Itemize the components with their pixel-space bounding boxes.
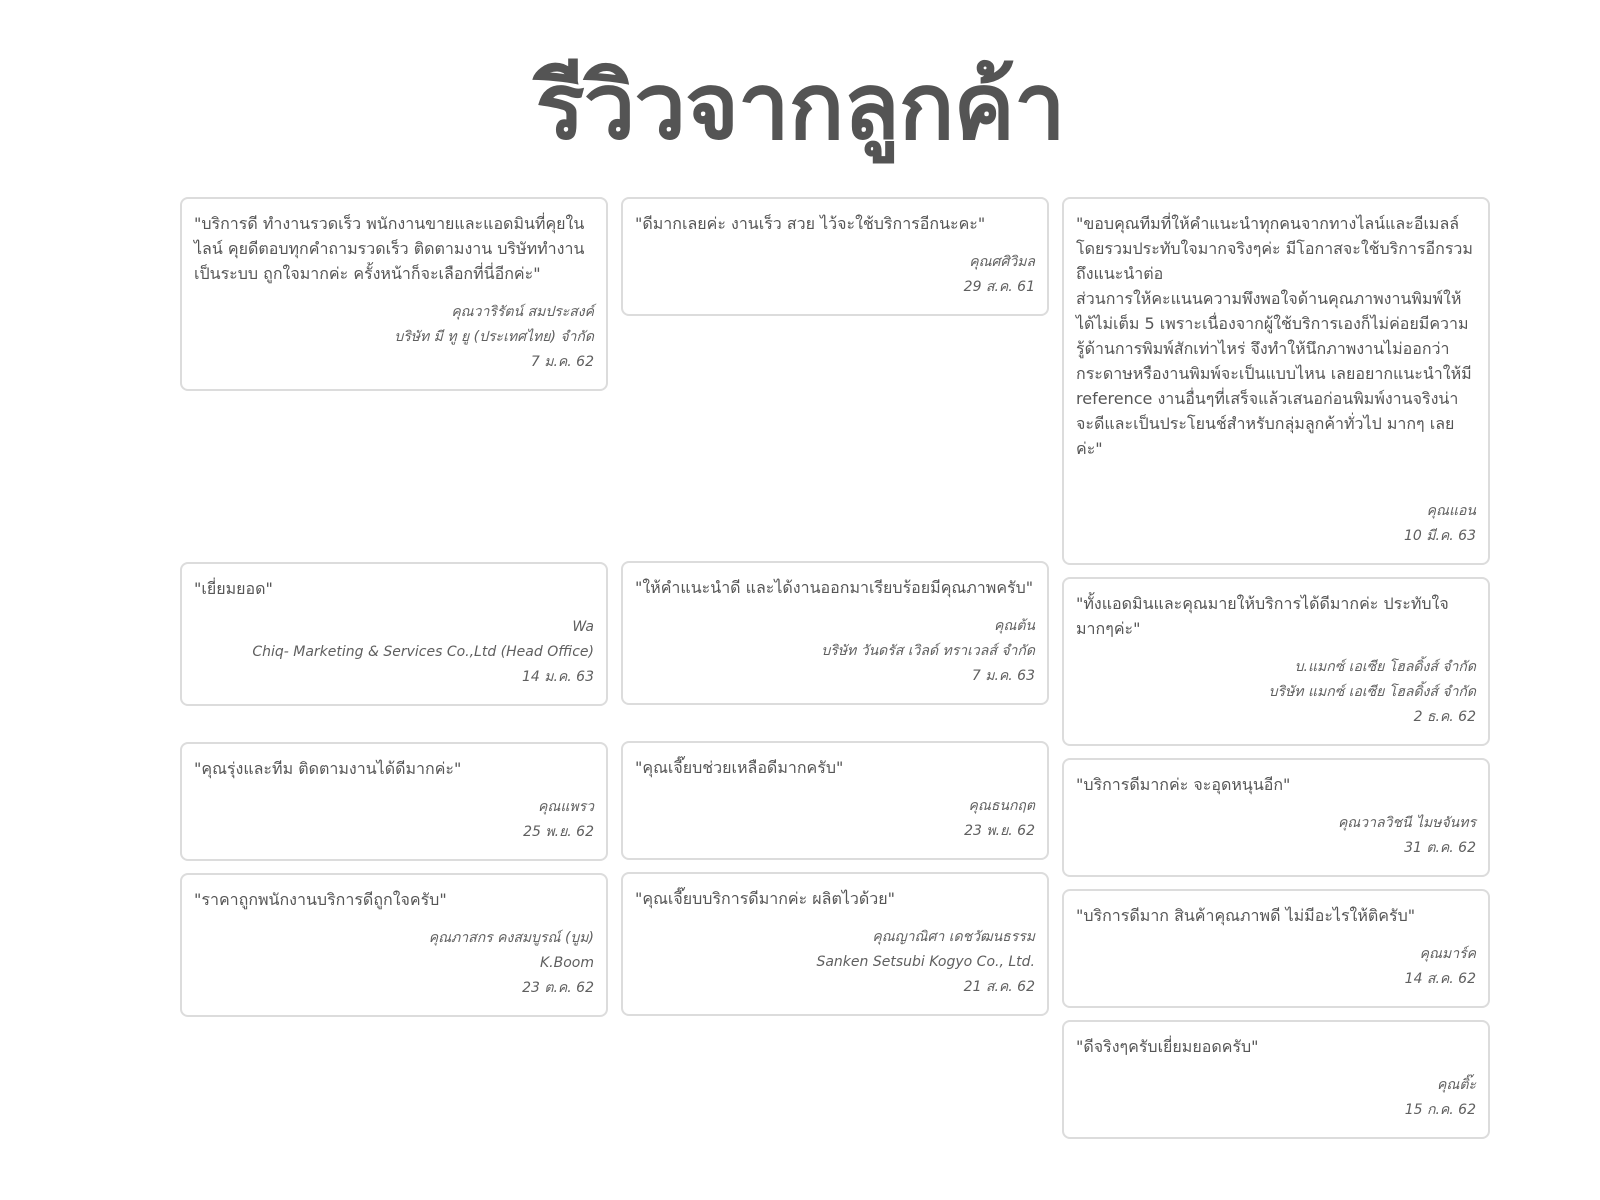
reviewer-name: คุณภาสกร คงสมบูรณ์ (บูม) (428, 930, 594, 946)
review-card (180, 197, 608, 391)
review-date: 25 พ.ย. 62 (523, 824, 594, 840)
review-quote: "คุณรุ่งและทีม ติดตามงานได้ดีมากค่ะ" (194, 759, 462, 778)
review-card (180, 873, 608, 1017)
review-date: 23 ต.ค. 62 (522, 980, 594, 996)
review-date: 14 ส.ค. 62 (1404, 971, 1476, 987)
review-meta (635, 925, 1035, 1000)
review-quote: "คุณเจี๊ยบช่วยเหลือดีมากครับ" (635, 758, 844, 777)
review-date: 7 ม.ค. 62 (530, 354, 594, 370)
review-meta (1076, 942, 1476, 992)
review-quote: "คุณเจี๊ยบบริการดีมากค่ะ ผลิตไวด้วย" (635, 889, 895, 908)
reviewer-name: คุณแอน (1426, 503, 1476, 519)
review-quote: "ทั้งแอดมินและคุณมายให้บริการได้ดีมากค่ะ ประทับใจมากๆค่ะ" (1076, 594, 1449, 638)
review-date: 15 ก.ค. 62 (1404, 1102, 1476, 1118)
reviewer-name: คุณญาณิศา เดชวัฒนธรรม (872, 929, 1035, 945)
review-date: 2 ธ.ค. 62 (1413, 709, 1476, 725)
reviewer-name: คุณธนกฤต (968, 798, 1035, 814)
review-date: 21 ส.ค. 62 (963, 979, 1035, 995)
review-date: 31 ต.ค. 62 (1404, 840, 1476, 856)
review-meta (1076, 1073, 1476, 1123)
review-meta (194, 615, 594, 690)
review-quote-paragraph: ส่วนการให้คะแนนความพึงพอใจด้านคุณภาพงานพิมพ์ให้ได้ไม่เต็ม 5 เพราะเนื่องจากผู้ใช้บริการเองก็ไม่ค่อยมีความรู้ด้านการพิมพ์สักเท่าไหร่ จึงทำให้นึกภาพงานไม่ออกว่ากระดาษหรืองานพิมพ์จะเป็นแบบไหน เลยอยากแนะนำให้มี reference งานอื่นๆที่เสร็จแล้วเสนอก่อนพิมพ์งานจริงน่าจะดีและเป็นประโยนช์สำหรับกลุ่มลูกค้าทั่วไป มากๆ เลยค่ะ" (1076, 289, 1472, 458)
review-meta (1076, 811, 1476, 861)
review-meta (194, 300, 594, 375)
review-quote: "ดีมากเลยค่ะ งานเร็ว สวย ไว้จะใช้บริการอีกนะคะ" (635, 214, 986, 233)
review-quote-paragraph: "ขอบคุณทีมที่ให้คำแนะนำทุกคนจากทางไลน์และอีเมลล์ โดยรวมประทับใจมากจริงๆค่ะ มีโอกาสจะใช้บริการอีกรวมถึงแนะนำต่อ (1076, 214, 1473, 283)
review-card (180, 742, 608, 861)
reviews-column-1 (180, 197, 608, 1200)
review-card (1062, 758, 1490, 877)
reviewer-company: Chiq- Marketing & Services Co.,Ltd (Head Office) (252, 644, 594, 660)
reviewer-company: บริษัท วันดรัส เวิลด์ ทราเวลส์ จำกัด (821, 643, 1035, 659)
review-meta (194, 926, 594, 1001)
review-meta (1076, 655, 1476, 730)
review-card (1062, 577, 1490, 746)
reviewer-name: คุณมาร์ค (1419, 946, 1476, 962)
review-card (621, 197, 1049, 316)
review-quote: "ดีจริงๆครับเยี่ยมยอดครับ" (1076, 1037, 1259, 1056)
review-card (1062, 889, 1490, 1008)
page-title: รีวิวจากลูกค้า (535, 53, 1065, 160)
reviewer-company: Sanken Setsubi Kogyo Co., Ltd. (816, 954, 1035, 970)
review-date: 14 ม.ค. 63 (521, 669, 594, 685)
reviewer-company: K.Boom (539, 955, 594, 971)
review-card (621, 872, 1049, 1016)
reviewer-name: คุณวาริรัตน์ สมประสงค์ (451, 304, 594, 320)
review-card (1062, 1020, 1490, 1139)
review-quote: "ให้คำแนะนำดี และได้งานออกมาเรียบร้อยมีคุณภาพครับ" (635, 578, 1034, 597)
reviewer-name: บ.แมกซ์ เอเซีย โฮลดิ้งส์ จำกัด (1294, 659, 1476, 675)
reviewer-name: คุณติ๊ะ (1437, 1077, 1476, 1093)
review-card (180, 562, 608, 706)
review-meta (194, 795, 594, 845)
review-quote: "บริการดี ทำงานรวดเร็ว พนักงานขายและแอดมินที่คุยในไลน์ คุยดีตอบทุกคำถามรวดเร็ว ติดตามงาน บริษัททำงานเป็นระบบ ถูกใจมากค่ะ ครั้งหน้าก็จะเลือกที่นี่อีกค่ะ" (194, 214, 585, 283)
reviewer-name: คุณต้น (993, 618, 1035, 634)
review-meta (635, 614, 1035, 689)
review-quote: "ราคาถูกพนักงานบริการดีถูกใจครับ" (194, 890, 447, 909)
reviewer-name: คุณศศิวิมล (969, 254, 1035, 270)
review-date: 10 มี.ค. 63 (1403, 528, 1476, 544)
review-quote: "บริการดีมาก สินค้าคุณภาพดี ไม่มีอะไรให้ติครับ" (1076, 906, 1416, 925)
reviews-grid (180, 197, 1490, 1200)
review-date: 29 ส.ค. 61 (963, 279, 1035, 295)
review-meta (1076, 499, 1476, 549)
review-date: 23 พ.ย. 62 (964, 823, 1035, 839)
reviewer-company: บริษัท มี ทู ยู (ประเทศไทย) จำกัด (394, 329, 594, 345)
review-quote: "เยี่ยมยอด" (194, 579, 273, 598)
review-card (621, 561, 1049, 705)
reviews-column-2 (621, 197, 1049, 1200)
reviewer-name: คุณแพรว (538, 799, 594, 815)
reviewer-name: คุณวาลวิชนี ไมษจันทร (1337, 815, 1476, 831)
review-card (621, 741, 1049, 860)
review-meta (635, 794, 1035, 844)
reviewer-company: บริษัท แมกซ์ เอเซีย โฮลดิ้งส์ จำกัด (1268, 684, 1476, 700)
review-quote: "บริการดีมากค่ะ จะอุดหนุนอีก" (1076, 775, 1291, 794)
review-card (1062, 197, 1490, 565)
review-date: 7 ม.ค. 63 (971, 668, 1035, 684)
review-meta (635, 250, 1035, 300)
reviewer-name: Wa (572, 619, 594, 635)
reviews-column-3 (1062, 197, 1490, 1200)
review-quote (1076, 211, 1476, 461)
